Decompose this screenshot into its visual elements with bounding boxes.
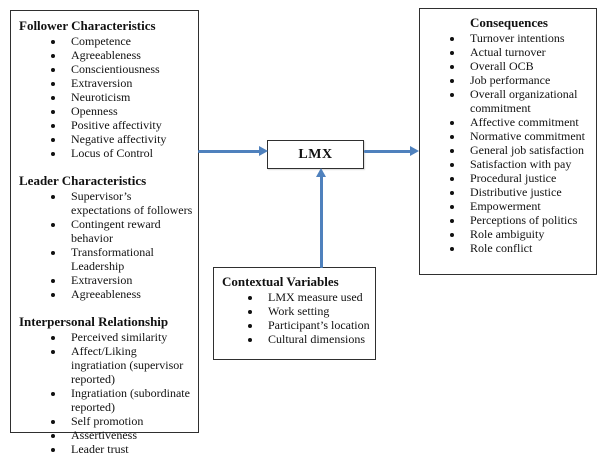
list-item: • Perceived similarity bbox=[65, 330, 194, 344]
section-title-leader-characteristics: Leader Characteristics bbox=[19, 173, 147, 188]
list-item: • Actual turnover bbox=[464, 45, 592, 59]
arrow-contextual-to-lmx-head-icon bbox=[316, 168, 326, 177]
interpersonal-relationship-list bbox=[19, 330, 194, 456]
list-item: • Supervisor’s expectations of followers bbox=[65, 189, 194, 217]
section-title-interpersonal-relationship: Interpersonal Relationship bbox=[19, 314, 169, 329]
arrow-lmx-to-consequences-line bbox=[364, 150, 411, 153]
list-item: • Job performance bbox=[464, 73, 592, 87]
list-item: • Neuroticism bbox=[65, 90, 194, 104]
list-item: • Role conflict bbox=[464, 241, 592, 255]
contextual-variables-box bbox=[213, 267, 376, 360]
list-item: • Extraversion bbox=[65, 273, 194, 287]
list-item: • Conscientiousness bbox=[65, 62, 194, 76]
list-item: • Agreeableness bbox=[65, 287, 194, 301]
arrow-contextual-to-lmx-line bbox=[320, 176, 323, 268]
list-item: • Perceptions of politics bbox=[464, 213, 592, 227]
list-item: • Extraversion bbox=[65, 76, 194, 90]
list-item: • Locus of Control bbox=[65, 146, 194, 160]
contextual-variables-list bbox=[222, 290, 371, 346]
list-item: • Leader trust bbox=[65, 442, 194, 456]
arrow-antecedents-to-lmx-line bbox=[198, 150, 260, 153]
list-item: • Transformational Leadership bbox=[65, 245, 194, 273]
list-item: • Affective commitment bbox=[464, 115, 592, 129]
section-title-consequences: Consequences bbox=[469, 15, 548, 30]
arrow-lmx-to-consequences-head-icon bbox=[410, 146, 419, 156]
list-item: • Negative affectivity bbox=[65, 132, 194, 146]
list-item: • General job satisfaction bbox=[464, 143, 592, 157]
list-item: • Assertiveness bbox=[65, 428, 194, 442]
list-item: • LMX measure used bbox=[262, 290, 371, 304]
section-title-follower-characteristics: Follower Characteristics bbox=[19, 18, 156, 33]
consequences-list bbox=[426, 31, 592, 255]
follower-characteristics-list bbox=[19, 34, 194, 160]
lmx-box bbox=[267, 140, 364, 169]
list-item: • Distributive justice bbox=[464, 185, 592, 199]
list-item: • Contingent reward behavior bbox=[65, 217, 194, 245]
list-item: • Cultural dimensions bbox=[262, 332, 371, 346]
list-item: • Openness bbox=[65, 104, 194, 118]
list-item: • Competence bbox=[65, 34, 194, 48]
list-item: • Turnover intentions bbox=[464, 31, 592, 45]
antecedents-box bbox=[10, 10, 199, 456]
list-item: • Procedural justice bbox=[464, 171, 592, 185]
list-item: • Ingratiation (subordinate reported) bbox=[65, 386, 194, 414]
list-item: • Work setting bbox=[262, 304, 371, 318]
list-item: • Overall organizational commitment bbox=[464, 87, 592, 115]
list-item: • Affect/Liking ingratiation (supervisor reported) bbox=[65, 344, 194, 386]
list-item: • Agreeableness bbox=[65, 48, 194, 62]
section-title-contextual-variables: Contextual Variables bbox=[222, 274, 339, 289]
list-item: • Normative commitment bbox=[464, 129, 592, 143]
list-item: • Positive affectivity bbox=[65, 118, 194, 132]
list-item: • Self promotion bbox=[65, 414, 194, 428]
list-item: • Empowerment bbox=[464, 199, 592, 213]
list-item: • Overall OCB bbox=[464, 59, 592, 73]
arrow-antecedents-to-lmx-head-icon bbox=[259, 146, 268, 156]
leader-characteristics-list bbox=[19, 189, 194, 301]
list-item: • Satisfaction with pay bbox=[464, 157, 592, 171]
list-item: • Role ambiguity bbox=[464, 227, 592, 241]
lmx-label: LMX bbox=[298, 146, 333, 162]
list-item: • Participant’s location bbox=[262, 318, 371, 332]
consequences-box bbox=[419, 8, 597, 275]
